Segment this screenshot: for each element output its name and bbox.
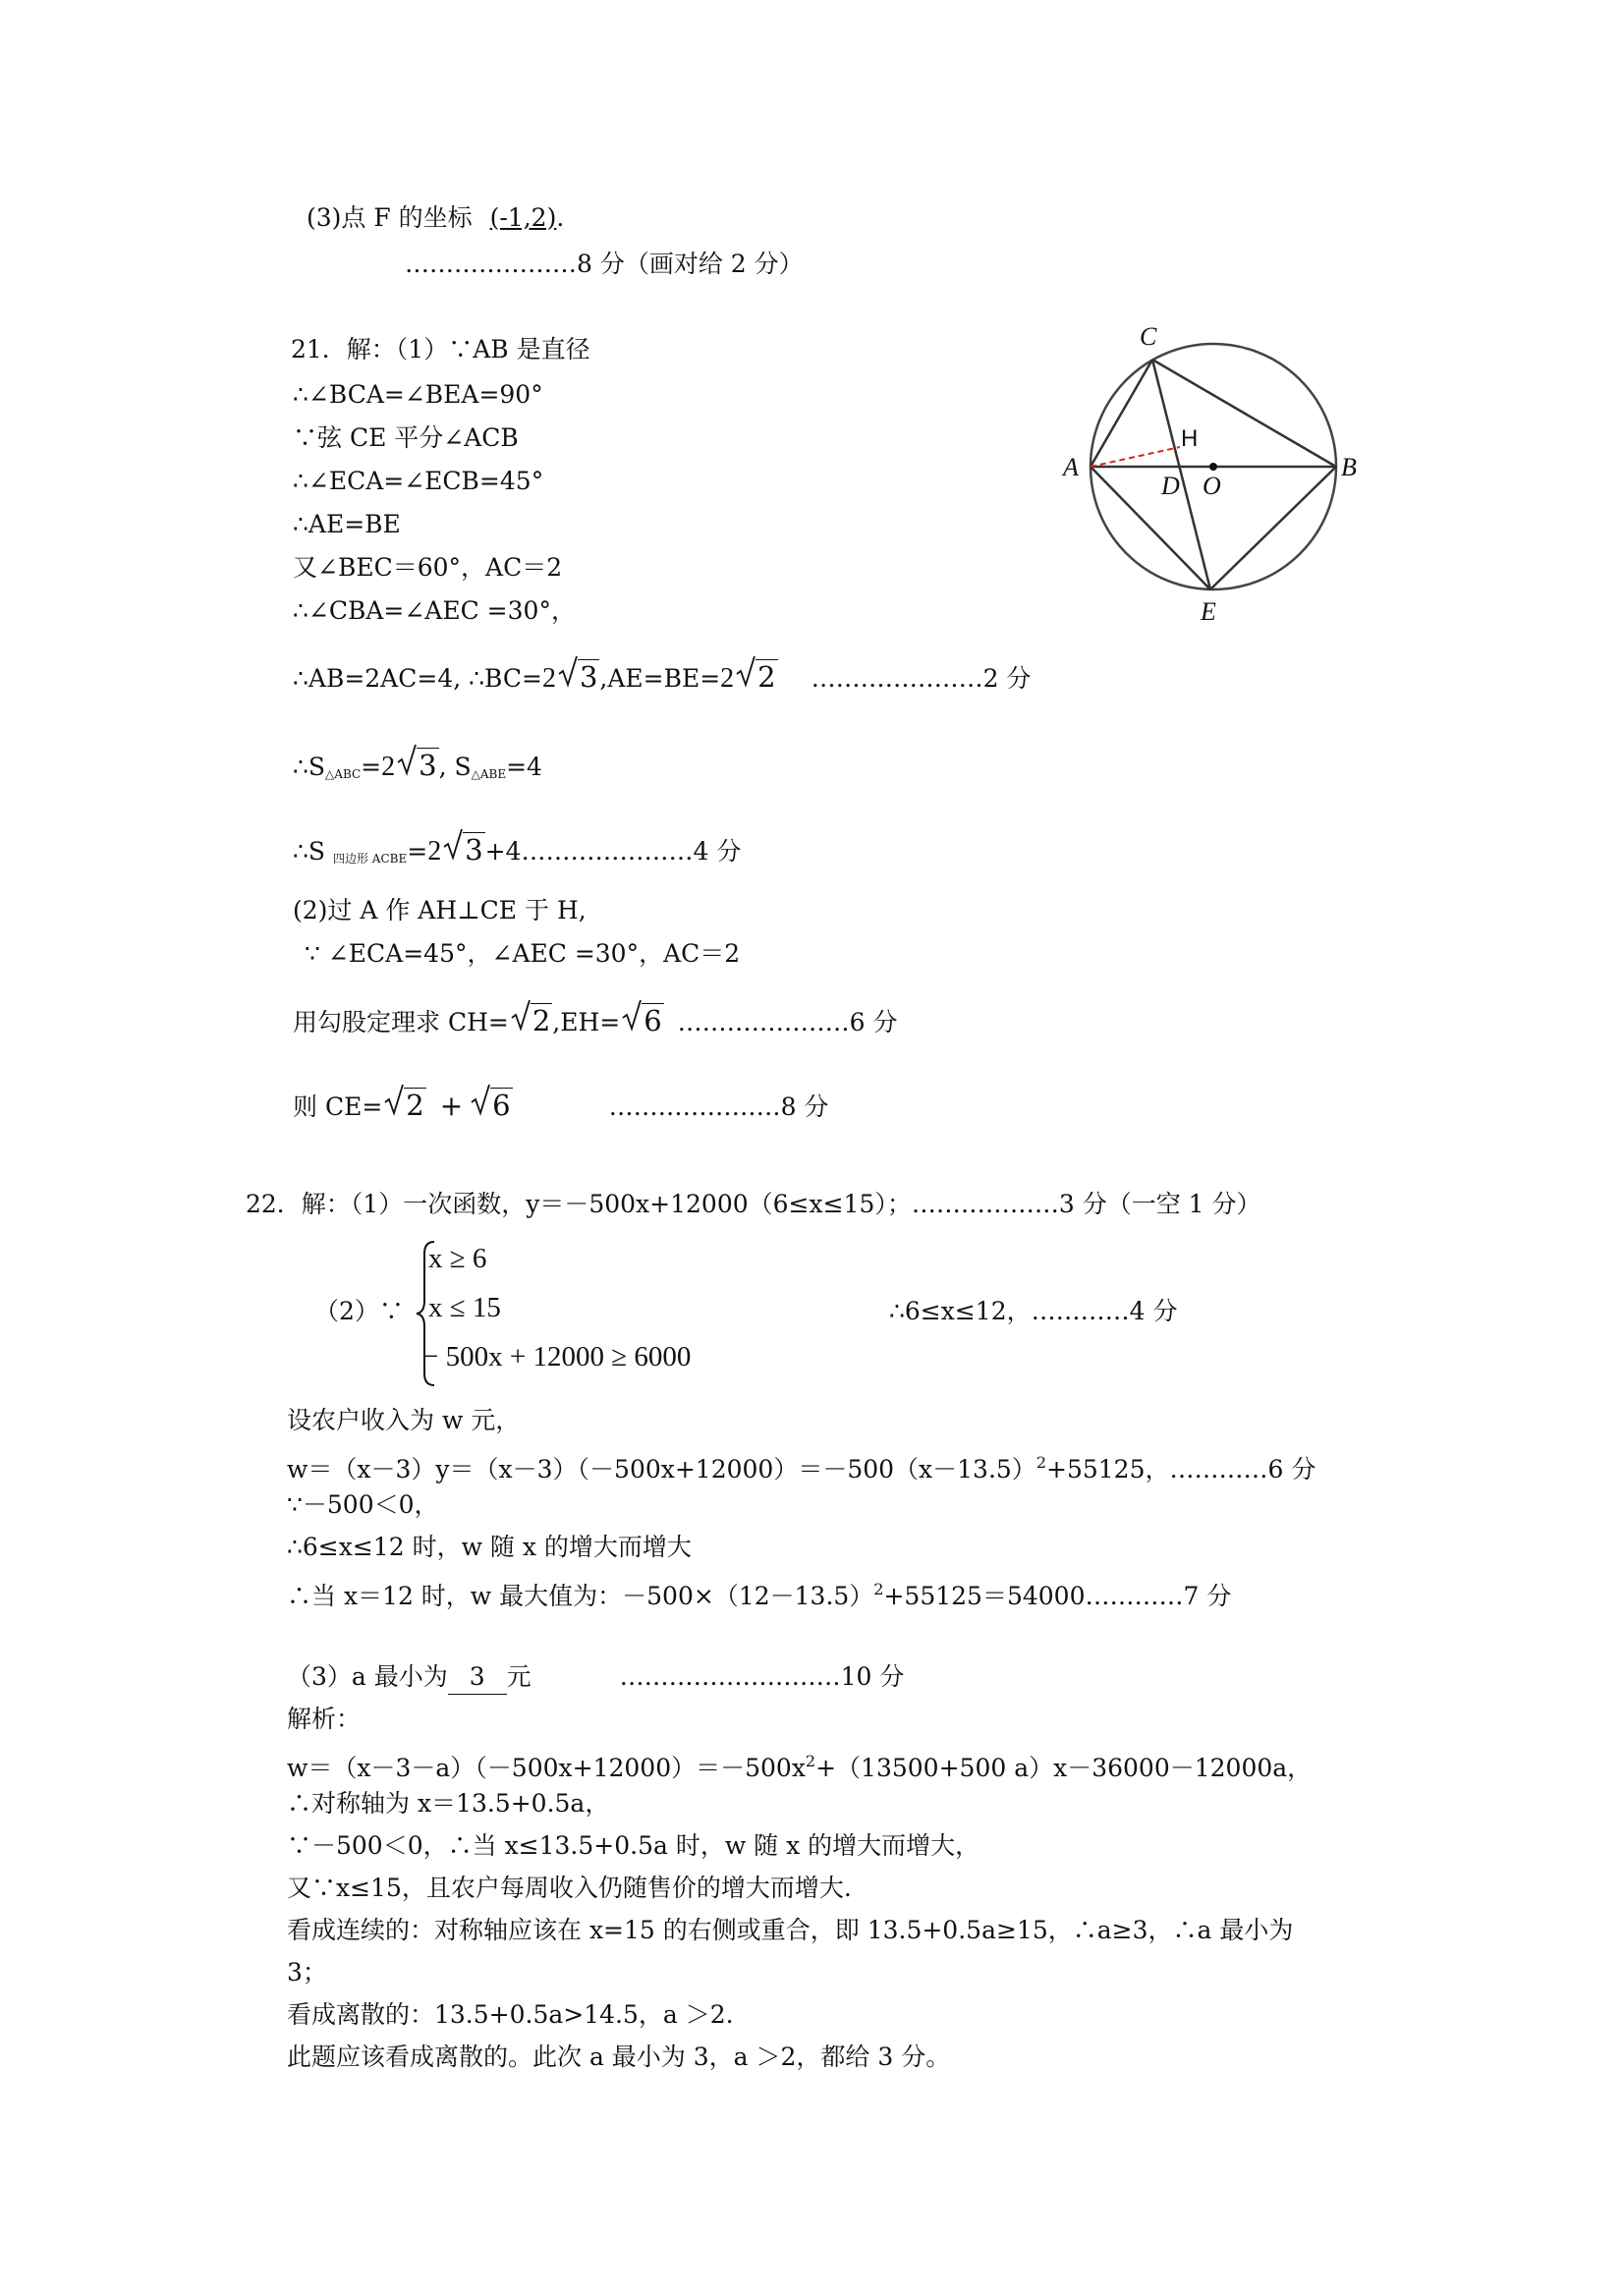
q22-line-1: 设农户收入为 w 元， xyxy=(287,1406,521,1434)
q22-l7-sup: 2 xyxy=(805,1752,816,1770)
q22-system-ineq-2: x ≤ 15 xyxy=(428,1292,501,1323)
q21-p2l2-b: ,EH= xyxy=(552,1008,621,1036)
q20-part3-line xyxy=(307,201,564,235)
q22-l2-b: +55125，…………6 分 xyxy=(1046,1455,1316,1484)
q22-system-ineq-1: x ≥ 6 xyxy=(428,1243,487,1274)
q22-l5-sup: 2 xyxy=(873,1580,884,1598)
q22-line-9: ∵－500＜0，∴当 x≤13.5+0.5a 时，w 随 x 的增大而增大， xyxy=(287,1831,980,1860)
q21-l8-b: = xyxy=(361,753,382,781)
q21-line-8 xyxy=(293,749,542,791)
label-h: H xyxy=(1181,425,1199,452)
q21-l9-sub: 四边形 ACBE xyxy=(332,852,408,866)
q22-system-ineq-3: − 500x + 12000 ≥ 6000 xyxy=(422,1341,692,1372)
q21-l9-coef: 2 xyxy=(427,836,442,867)
sqrt-symbol xyxy=(471,1089,512,1124)
q21-l8-sub1: △ABC xyxy=(325,767,362,781)
q21-part2-line-1: ∵ ∠ECA=45°，∠AEC =30°，AC＝2 xyxy=(305,939,741,968)
q21-p2l3-score: …………………8 分 xyxy=(608,1092,829,1121)
chord-ac xyxy=(1091,360,1152,467)
sqrt-symbol xyxy=(558,660,599,696)
q22-l2-sup: 2 xyxy=(1035,1453,1046,1472)
circle-geometry-figure xyxy=(1061,314,1415,629)
q22-line-3: ∵－500＜0， xyxy=(287,1490,439,1519)
label-d: D xyxy=(1161,472,1180,500)
q21-l8-radicand: 3 xyxy=(419,749,437,782)
q20-score: …………………8 分（画对给 2 分） xyxy=(405,250,804,278)
label-o: O xyxy=(1203,472,1221,500)
q21-heading: 21．解：（1）∵AB 是直径 xyxy=(291,335,590,364)
q21-l8-d: , S xyxy=(438,753,472,781)
q20-coordinate: (-1,2) xyxy=(489,203,557,232)
q21-l7-coef1: 2 xyxy=(541,663,556,694)
q21-line-6: ∴∠CBA=∠AEC =30°， xyxy=(293,596,576,625)
q22-line-4: ∴6≤x≤12 时，w 随 x 的增大而增大 xyxy=(287,1533,692,1561)
q22-part2-label: （2）∵ xyxy=(314,1297,404,1325)
q21-line-7 xyxy=(293,660,1031,696)
q21-line-5: 又∠BEC＝60°，AC＝2 xyxy=(293,553,563,582)
q22-line-7 xyxy=(287,1745,1312,1785)
q22-p3-a: （3）a 最小为 xyxy=(287,1662,448,1691)
chord-be xyxy=(1210,467,1336,589)
q22-line-12: 3； xyxy=(287,1958,327,1987)
q22-p3-b: 元 xyxy=(506,1662,532,1691)
q22-part3-line xyxy=(287,1660,904,1695)
q22-part2-result: ∴6≤x≤12，…………4 分 xyxy=(889,1297,1178,1325)
q22-line-5 xyxy=(287,1573,1231,1613)
q21-p2l3-a: 则 CE= xyxy=(293,1092,383,1121)
label-c: C xyxy=(1140,322,1157,351)
sqrt-symbol xyxy=(443,833,484,868)
q21-p2l3-radicand2: 6 xyxy=(492,1089,511,1122)
q21-l7-radicand1: 3 xyxy=(579,660,598,694)
q21-l8-a: ∴S xyxy=(293,753,326,781)
q22-line-8: ∴对称轴为 x＝13.5+0.5a， xyxy=(287,1789,610,1818)
sqrt-symbol xyxy=(397,749,438,784)
q21-line-4: ∴AE=BE xyxy=(293,510,401,538)
q21-l7-text-a: ∴AB=2AC=4, ∴BC= xyxy=(293,664,542,693)
q22-p3-answer: 3 xyxy=(448,1660,507,1695)
sqrt-symbol xyxy=(622,1004,663,1039)
q21-l9-d: +4…………………4 分 xyxy=(484,837,742,866)
label-a: A xyxy=(1063,453,1079,481)
center-point-o xyxy=(1209,463,1217,471)
q22-line-2 xyxy=(287,1446,1315,1486)
label-b: B xyxy=(1341,453,1357,481)
sqrt-symbol xyxy=(384,1089,425,1124)
q22-l5-a: ∴当 x＝12 时，w 最大值为：－500×（12－13.5） xyxy=(287,1582,874,1610)
q20-part3-text: (3)点 F 的坐标 xyxy=(307,203,473,232)
q21-p2l3-plus: + xyxy=(439,1090,464,1122)
q22-heading: 22．解：（1）一次函数，y＝－500x+12000（6≤x≤15）；………………3 分（一空 1 分） xyxy=(246,1190,1261,1218)
label-e: E xyxy=(1201,597,1216,626)
q21-l7-score: …………………2 分 xyxy=(811,664,1032,693)
q22-l5-b: +55125＝54000…………7 分 xyxy=(883,1582,1232,1610)
q22-line-11: 看成连续的：对称轴应该在 x=15 的右侧或重合，即 13.5+0.5a≥15，∴a≥3，∴a 最小为 xyxy=(287,1916,1294,1944)
q21-l8-e: =4 xyxy=(506,753,542,781)
q21-part2-heading: (2)过 A 作 AH⊥CE 于 H, xyxy=(293,896,587,924)
q21-p2l2-a: 用勾股定理求 CH= xyxy=(293,1008,509,1036)
q21-l7-text-c: ,AE=BE= xyxy=(599,664,721,693)
q21-p2l2-radicand2: 6 xyxy=(644,1004,662,1037)
q22-line-14: 此题应该看成离散的。此次 a 最小为 3，a ＞2，都给 3 分。 xyxy=(287,2043,951,2071)
q22-l2-a: w＝（x－3）y＝（x－3）（－500x+12000）＝－500（x－13.5） xyxy=(287,1455,1036,1484)
q22-p3-score: ………………………10 分 xyxy=(619,1662,905,1691)
q21-l8-coef: 2 xyxy=(381,752,396,782)
q21-l7-coef2: 2 xyxy=(720,663,735,694)
q22-analysis-label: 解析： xyxy=(287,1705,362,1733)
q21-l9-radicand: 3 xyxy=(465,833,483,867)
sqrt-symbol xyxy=(736,660,777,696)
sqrt-symbol xyxy=(511,1004,552,1039)
q21-p2l3-radicand1: 2 xyxy=(406,1089,424,1122)
q21-part2-line-3 xyxy=(293,1089,828,1124)
q22-l7-a: w＝（x－3－a）（－500x+12000）＝－500x xyxy=(287,1754,806,1782)
q21-l9-a: ∴S xyxy=(293,837,333,866)
q21-part2-line-2 xyxy=(293,1004,898,1039)
q22-l7-b: +（13500+500 a）x－36000－12000a， xyxy=(815,1754,1313,1782)
q22-line-13: 看成离散的：13.5+0.5a>14.5，a ＞2. xyxy=(287,2000,734,2029)
q21-l9-b: = xyxy=(407,837,428,866)
q21-line-1: ∴∠BCA=∠BEA=90° xyxy=(293,380,543,409)
q21-line-2: ∵弦 CE 平分∠ACB xyxy=(293,423,519,452)
altitude-ah-dashed xyxy=(1091,447,1180,467)
q21-l8-sub2: △ABE xyxy=(471,767,507,781)
q21-p2l2-score: …………………6 分 xyxy=(677,1008,898,1036)
q21-p2l2-radicand1: 2 xyxy=(532,1004,551,1037)
q21-l7-radicand2: 2 xyxy=(757,660,776,694)
q21-line-3: ∴∠ECA=∠ECB=45° xyxy=(293,467,544,495)
q21-line-9 xyxy=(293,833,741,875)
q22-line-10: 又∵x≤15，且农户每周收入仍随售价的增大而增大. xyxy=(287,1874,852,1902)
q20-coordinate-end: . xyxy=(556,203,565,232)
